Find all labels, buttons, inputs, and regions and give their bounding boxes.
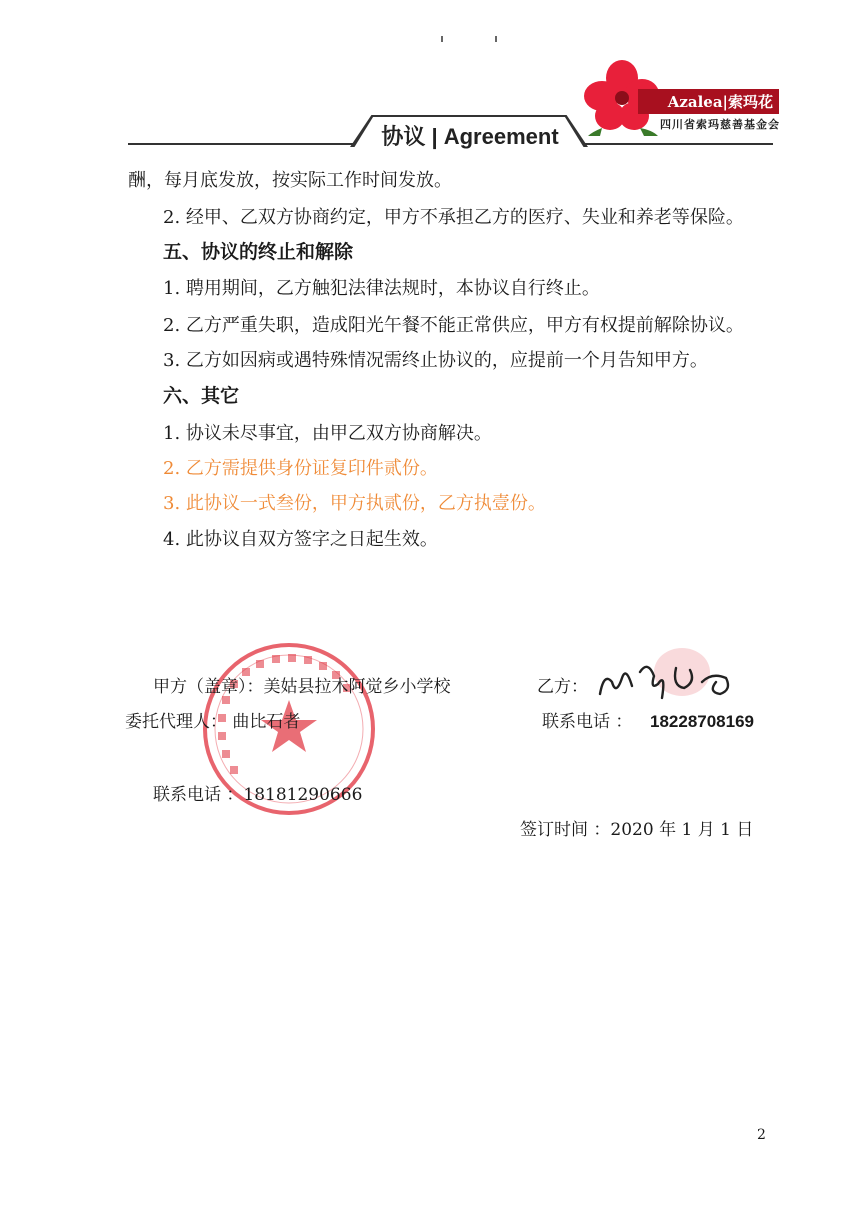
scan-mark — [441, 36, 443, 42]
body-line-highlighted: 3. 此协议一式叁份，甲方执贰份，乙方执壹份。 — [163, 493, 546, 514]
body-line: 酬，每月底发放，按实际工作时间发放。 — [128, 170, 452, 191]
body-line: 1. 协议未尽事宜，由甲乙双方协商解决。 — [163, 423, 492, 444]
party-a-name: 甲方（盖章）：美姑县拉木阿觉乡小学校 — [153, 677, 451, 697]
party-a-agent: 委托代理人： 曲比石者 — [125, 712, 301, 732]
party-b-phone: 18228708169 — [650, 712, 755, 731]
body-line: 2. 经甲、乙双方协商约定，甲方不承担乙方的医疗、失业和养老等保险。 — [163, 207, 744, 228]
header-title: 协议 | Agreement — [381, 123, 559, 149]
section-heading: 六、其它 — [163, 385, 240, 407]
section-heading: 五、协议的终止和解除 — [163, 241, 354, 263]
scan-mark — [495, 36, 497, 42]
logo-subtitle: 四川省索玛慈善基金会 — [660, 118, 780, 131]
logo-wordmark: Azalea|索玛花 — [638, 89, 779, 114]
body-line: 1. 聘用期间，乙方触犯法律法规时，本协议自行终止。 — [163, 278, 600, 299]
body-line: 4. 此协议自双方签字之日起生效。 — [163, 529, 438, 550]
body-line: 2. 乙方严重失职，造成阳光午餐不能正常供应，甲方有权提前解除协议。 — [163, 315, 744, 336]
party-b-label: 乙方： — [537, 677, 588, 697]
body-line-highlighted: 2. 乙方需提供身份证复印件贰份。 — [163, 458, 438, 479]
body-line: 3. 乙方如因病或遇特殊情况需终止协议的，应提前一个月告知甲方。 — [163, 350, 708, 371]
party-a-phone: 联系电话 ：18181290666 — [153, 785, 363, 805]
page-number: 2 — [757, 1127, 766, 1143]
party-b-phone-label: 联系电话 ： — [542, 712, 633, 732]
header-rule-left — [128, 143, 363, 145]
header-rule-right — [575, 143, 773, 145]
signing-date: 签订时间 ：2020 年 1 月 1 日 — [520, 820, 754, 840]
